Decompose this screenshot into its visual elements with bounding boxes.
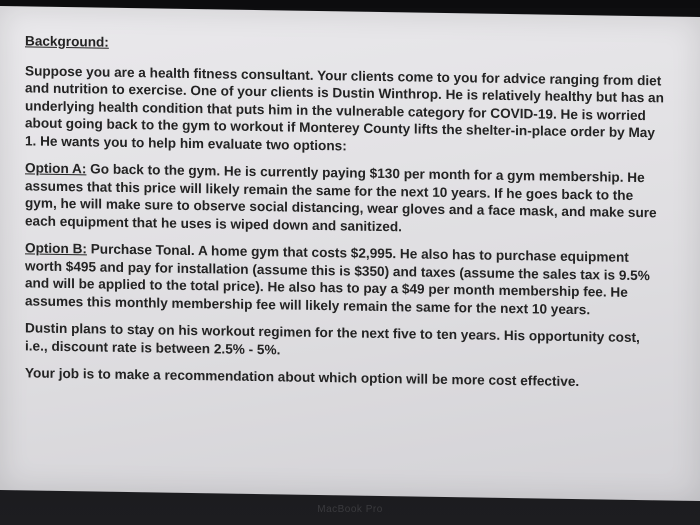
bezel-label: MacBook Pro xyxy=(317,504,383,515)
document xyxy=(25,32,665,402)
job-paragraph: Your job is to make a recommendation about which option will be more cost effective. xyxy=(25,365,580,390)
plan-paragraph: Dustin plans to stay on his workout regimen for the next five to ten years. His opportunity cost, i.e., discount rate is between 2.5% - 5%. xyxy=(25,320,640,357)
option-b-text: Purchase Tonal. A home gym that costs $2,995. He also has to purchase equipment worth $495 and pay for installation (assume this is $350) and taxes (assume the sales tax is 9.5% and will be applied to the total price). He also has to pay a $49 per month membership fee. He assumes this monthly membership fee will likely remain the same for the next 10 years. xyxy=(25,241,650,317)
option-a-text: Go back to the gym. He is currently paying $130 per month for a gym membership. He assumes that this price will likely remain the same for the next 10 years. If he goes back to the gym, he will make sure to observe social distancing, wear gloves and a face mask, and make sure each equipment that he uses is wiped down and sanitized. xyxy=(25,161,657,234)
option-b-label: Option B: xyxy=(25,240,87,257)
option-a-label: Option A: xyxy=(25,160,87,177)
option-b-paragraph xyxy=(25,239,665,319)
intro-paragraph: Suppose you are a health fitness consultant. Your clients come to you for advice ranging from diet and nutrition to exercise. One of your clients is Dustin Winthrop. He is relatively healthy but has an underlying health condition that puts him in the vulnerable category for COVID-19. He is worried about going back to the gym to workout if Monterey County lifts the shelter-in-place order by May 1. He wants you to help him evaluate two options: xyxy=(25,62,664,153)
option-a-paragraph xyxy=(25,159,665,239)
background-heading: Background: xyxy=(25,33,109,50)
screen xyxy=(0,6,700,501)
